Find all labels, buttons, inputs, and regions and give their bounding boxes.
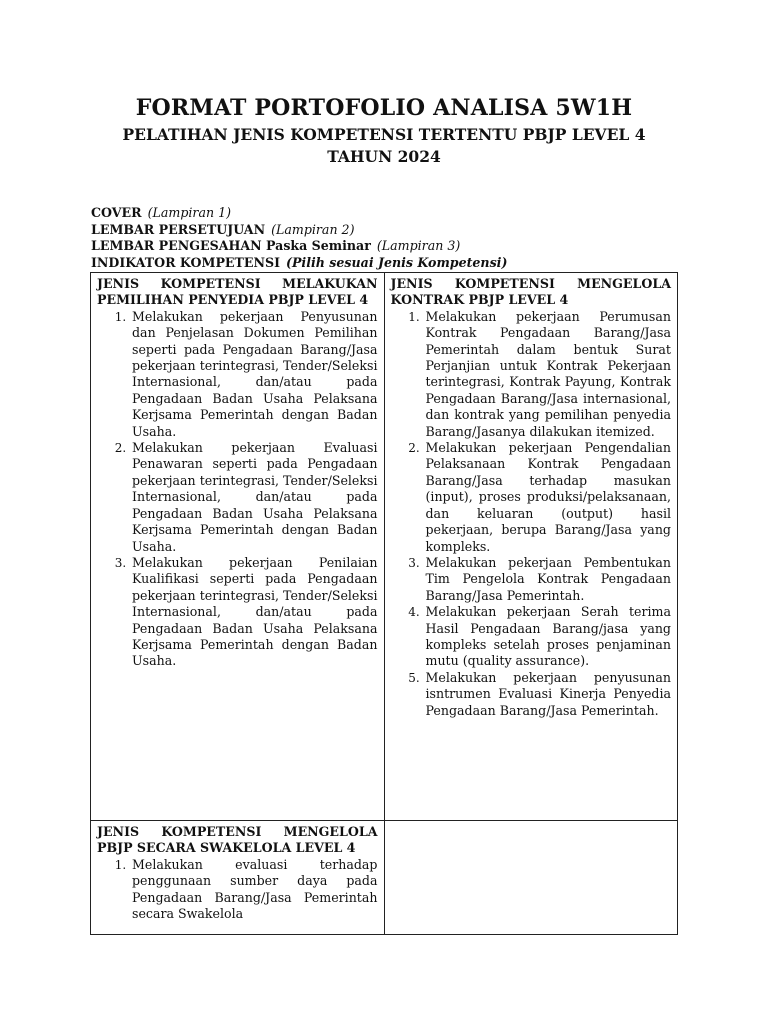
list-item: 2. Melakukan pekerjaan Evaluasi Penawaran seperti pada Pengadaan pekerjaan terintegrasi, Tender/Seleksi Internasional, dan/atau pada Pengadaan Badan Usaha Pelaksana Kerjsama Pemerintah dengan Badan Usaha. — [130, 440, 378, 555]
document-title — [0, 94, 768, 168]
indicator-list — [391, 309, 672, 719]
cell-heading: JENIS KOMPETENSI MENGELOLA KONTRAK PBJP LEVEL 4 — [390, 276, 671, 308]
title-line-2: PELATIHAN JENIS KOMPETENSI TERTENTU PBJP LEVEL 4 — [122, 125, 646, 144]
meta-label: LEMBAR PENGESAHAN Paska Seminar — [91, 238, 371, 253]
list-item: 3. Melakukan pekerjaan Penilaian Kualifikasi seperti pada Pengadaan pekerjaan terintegrasi, Tender/Seleksi Internasional, dan/atau pada Pengadaan Badan Usaha Pelaksana Kerjsama Pemerintah dengan Badan Usaha. — [130, 555, 378, 670]
meta-note: (Lampiran 3) — [376, 238, 461, 253]
meta-label: INDIKATOR KOMPETENSI — [91, 254, 280, 270]
title-line-1: FORMAT PORTOFOLIO ANALISA 5W1H — [135, 95, 633, 121]
list-item: 1. Melakukan pekerjaan Penyusunan dan Penjelasan Dokumen Pemilihan seperti pada Pengadaan Barang/Jasa pekerjaan terintegrasi, Tender/Seleksi Internasional, dan/atau pada Pengadaan Badan Usaha Pelaksana Kerjsama Pemerintah dengan Badan Usaha. — [130, 309, 378, 440]
meta-label: LEMBAR PERSETUJUAN — [91, 221, 266, 237]
list-item: 1. Melakukan evaluasi terhadap penggunaan sumber daya pada Pengadaan Barang/Jasa Pemerintah secara Swakelola — [130, 857, 378, 923]
meta-note: (Pilih sesuai Jenis Kompetensi) — [285, 254, 508, 270]
meta-label: COVER — [91, 205, 142, 220]
cell-empty — [384, 821, 678, 935]
cell-mengelola-kontrak — [384, 273, 678, 821]
cell-pemilihan-penyedia — [91, 273, 385, 821]
meta-row-indikator — [91, 255, 691, 272]
indicator-list — [97, 857, 378, 923]
list-item: 5. Melakukan pekerjaan penyusunan isntrumen Evaluasi Kinerja Penyedia Pengadaan Barang/Jasa Pemerintah. — [424, 670, 672, 719]
list-item: 4. Melakukan pekerjaan Serah terima Hasil Pengadaan Barang/jasa yang kompleks setelah proses penjaminan mutu (quality assurance). — [424, 604, 672, 670]
indicator-list — [97, 309, 378, 670]
cell-swakelola — [91, 821, 385, 935]
meta-note: (Lampiran 1) — [147, 205, 231, 220]
title-line-3: TAHUN 2024 — [327, 147, 441, 166]
list-item: 3. Melakukan pekerjaan Pembentukan Tim Pengelola Kontrak Pengadaan Barang/Jasa Pemerintah. — [424, 555, 672, 604]
list-item: 2. Melakukan pekerjaan Pengendalian Pelaksanaan Kontrak Pengadaan Barang/Jasa terhadap masukan (input), proses produksi/pelaksanaan, dan keluaran (output) hasil pekerjaan, berupa Barang/Jasa yang kompleks. — [424, 440, 672, 555]
list-item: 1. Melakukan pekerjaan Perumusan Kontrak Pengadaan Barang/Jasa Pemerintah dalam bentuk Surat Perjanjian untuk Kontrak Pekerjaan terintegrasi, Kontrak Payung, Kontrak Pengadaan Barang/Jasa internasional, dan kontrak yang pemilihan penyedia Barang/Jasanya dilakukan itemized. — [424, 309, 672, 440]
meta-note: (Lampiran 2) — [271, 221, 355, 237]
cell-heading: JENIS KOMPETENSI MELAKUKAN PEMILIHAN PENYEDIA PBJP LEVEL 4 — [97, 276, 378, 308]
competency-table — [90, 272, 678, 935]
meta-row-cover — [91, 205, 691, 222]
meta-row-persetujuan — [91, 222, 691, 239]
meta-row-pengesahan — [91, 238, 691, 255]
attachment-list — [91, 205, 691, 271]
cell-heading: JENIS KOMPETENSI MENGELOLA PBJP SECARA SWAKELOLA LEVEL 4 — [97, 824, 378, 856]
